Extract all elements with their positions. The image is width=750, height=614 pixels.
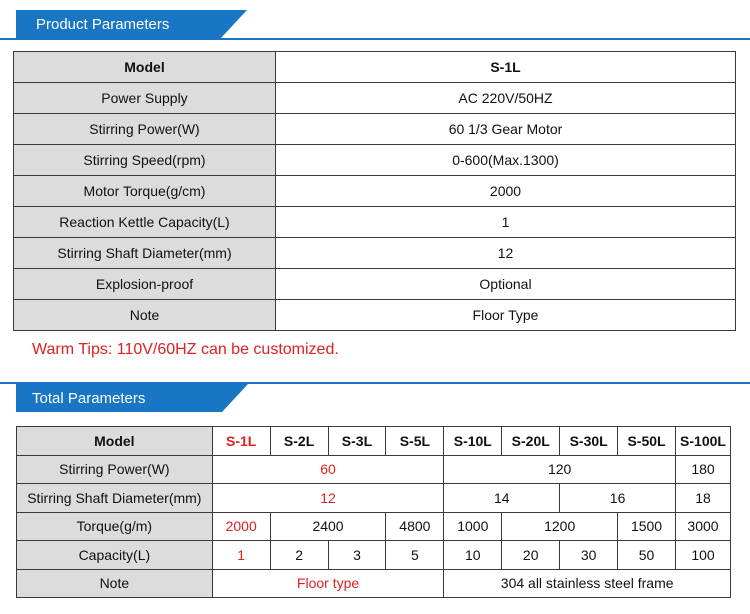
value-cell: 120 [444,455,676,484]
value-cell: 10 [444,541,502,570]
value-cell: 5 [386,541,444,570]
value-cell: 2000 [212,512,270,541]
row-value: 12 [276,238,736,269]
value-cell: 1000 [444,512,502,541]
section-title: Product Parameters [16,10,221,38]
row-label: Torque(g/m) [17,512,213,541]
table-row [14,300,736,331]
model-cell: S-100L [676,427,731,456]
row-label: Power Supply [14,83,276,114]
model-cell: S-50L [618,427,676,456]
row-value: AC 220V/50HZ [276,83,736,114]
model-cell: S-20L [502,427,560,456]
table-row [14,145,736,176]
row-label: Stirring Power(W) [14,114,276,145]
value-cell: 16 [560,484,676,513]
value-cell: 60 [212,455,444,484]
product-parameters-table [13,51,736,331]
value-cell: 100 [676,541,731,570]
row-label: Motor Torque(g/cm) [14,176,276,207]
row-value: 60 1/3 Gear Motor [276,114,736,145]
table-row [14,269,736,300]
model-cell: S-5L [386,427,444,456]
value-cell: 12 [212,484,444,513]
row-value: 1 [276,207,736,238]
banner-tail [222,384,248,412]
section-title: Total Parameters [16,384,222,412]
value-cell: 3000 [676,512,731,541]
table-row [14,83,736,114]
row-value: Optional [276,269,736,300]
table-row [17,455,731,484]
table-row [14,176,736,207]
row-label: Explosion-proof [14,269,276,300]
value-cell: 2 [270,541,328,570]
model-cell: S-1L [212,427,270,456]
value-cell: 1200 [502,512,618,541]
row-label: Model [17,427,213,456]
value-cell: 2400 [270,512,386,541]
total-parameters-table [16,426,731,598]
value-cell: 50 [618,541,676,570]
value-cell: 14 [444,484,560,513]
row-label: Note [17,569,213,598]
table-row [17,569,731,598]
table-row [17,484,731,513]
row-label: Stirring Speed(rpm) [14,145,276,176]
row-label: Stirring Shaft Diameter(mm) [14,238,276,269]
value-cell: 20 [502,541,560,570]
row-value: 2000 [276,176,736,207]
table-row [17,512,731,541]
value-cell: 3 [328,541,386,570]
model-cell: S-3L [328,427,386,456]
value-cell: 180 [676,455,731,484]
table-row [17,427,731,456]
value-cell: 30 [560,541,618,570]
value-cell: 18 [676,484,731,513]
warm-tips-text: Warm Tips: 110V/60HZ can be customized. [32,341,339,358]
value-cell: Floor type [212,569,444,598]
row-label: Reaction Kettle Capacity(L) [14,207,276,238]
header-rule [0,38,750,40]
row-value: S-1L [276,52,736,83]
model-cell: S-10L [444,427,502,456]
row-label: Capacity(L) [17,541,213,570]
table-row [14,238,736,269]
table-row [14,114,736,145]
row-value: Floor Type [276,300,736,331]
value-cell: 304 all stainless steel frame [444,569,731,598]
value-cell: 1 [212,541,270,570]
value-cell: 1500 [618,512,676,541]
value-cell: 4800 [386,512,444,541]
row-label: Model [14,52,276,83]
model-cell: S-2L [270,427,328,456]
table-row [14,207,736,238]
table-row [14,52,736,83]
row-label: Stirring Power(W) [17,455,213,484]
row-value: 0-600(Max.1300) [276,145,736,176]
row-label: Note [14,300,276,331]
model-cell: S-30L [560,427,618,456]
table-row [17,541,731,570]
banner-tail [221,10,247,38]
row-label: Stirring Shaft Diameter(mm) [17,484,213,513]
